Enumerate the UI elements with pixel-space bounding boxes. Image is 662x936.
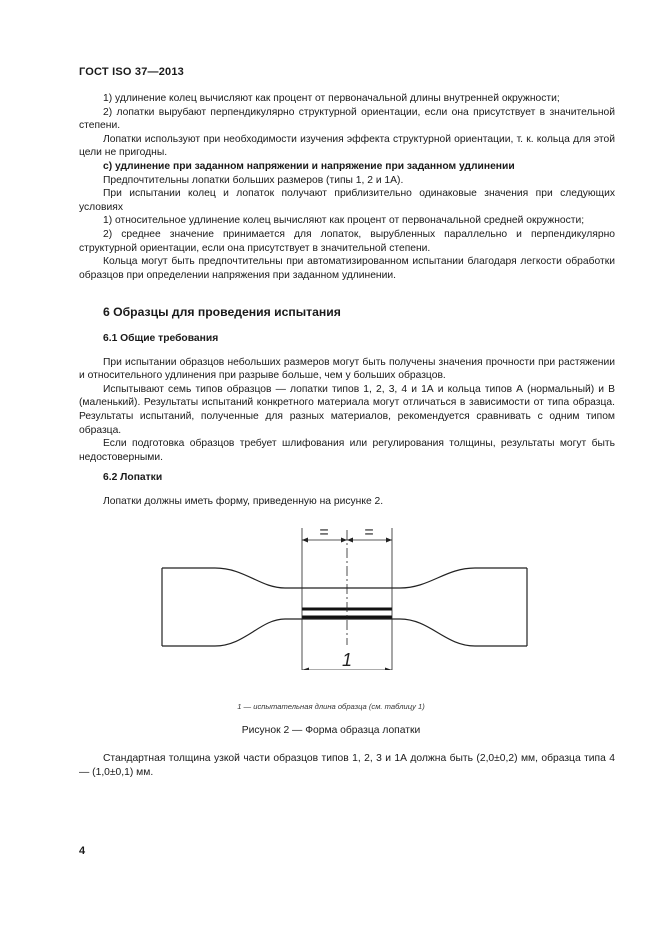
- paragraph: Стандартная толщина узкой части образцов типов 1, 2, 3 и 1А должна быть (2,0±0,2) мм, образца типа 4 — (1,0±0,1) мм.: [79, 753, 615, 778]
- paragraph: Лопатки должны иметь форму, приведенную на рисунке 2.: [103, 495, 384, 507]
- paragraph: Предпочтительны лопатки больших размеров (типы 1, 2 и 1А).: [103, 174, 404, 186]
- paragraph: 2) среднее значение принимается для лопаток, вырубленных параллельно и перпендикулярно структурной ориентации, если она присутствует в значительной степени.: [79, 228, 615, 254]
- paragraph: Если подготовка образцов требует шлифования или регулирования толщины, результаты могут быть недостоверными.: [79, 438, 615, 463]
- gauge-length-label: 1: [341, 650, 353, 670]
- paragraph: При испытании образцов небольших размеров могут быть получены значения прочности при растяжении и относительного удлинения при разрыве больше, чем у больших образцов.: [79, 356, 615, 382]
- section-6-body: [79, 332, 615, 509]
- paragraph: 2) лопатки вырубают перпендикулярно структурной ориентации, если она присутствует в значительной степени.: [79, 106, 615, 132]
- intro-text: [79, 92, 615, 282]
- dumbbell-specimen-figure: [150, 520, 540, 670]
- specimen-outline-bottom: [162, 619, 527, 646]
- figure-key: 1 — испытательная длина образца (см. таблицу 1): [237, 702, 425, 711]
- section-6-1-heading: 6.1 Общие требования: [103, 333, 219, 344]
- paragraph: 1) удлинение колец вычисляют как процент от первоначальной длины внутренней окружности;: [103, 93, 560, 104]
- section-6-2-heading: 6.2 Лопатки: [103, 472, 163, 484]
- figure-caption: Рисунок 2 — Форма образца лопатки: [241, 725, 421, 736]
- specimen-outline-top: [162, 568, 527, 588]
- equal-mark-left: =: [319, 524, 329, 541]
- paragraph: 1) относительное удлинение колец вычисляют как процент от первоначальной средней окружности;: [103, 215, 585, 227]
- equal-mark-right: =: [364, 524, 374, 541]
- section-6-heading: 6 Образцы для проведения испытания: [103, 305, 341, 319]
- document-header: ГОСТ ISO 37—2013: [79, 66, 185, 78]
- paragraph: Кольца могут быть предпочтительны при автоматизированном испытании благодаря легкости обработки образцов при определении напряжения при заданном удлинении.: [79, 256, 615, 281]
- paragraph: При испытании колец и лопаток получают приблизительно одинаковые значения при следующих условиях: [79, 188, 615, 213]
- subheading-c: c) удлинение при заданном напряжении и напряжение при заданном удлинении: [103, 160, 515, 172]
- paragraph: Испытывают семь типов образцов — лопатки типов 1, 2, 3, 4 и 1А и кольца типов А (нормальный) и В (маленький). Результаты испытаний конкретного материала могут отличаться в зависимости от типа образца. Результаты испытаний, полученные для разных материалов, рекомендуется сравнивать с одним типом образца.: [79, 383, 615, 436]
- page-number: 4: [79, 845, 86, 857]
- post-figure-text: [79, 752, 615, 780]
- paragraph: Лопатки используют при необходимости изучения эффекта структурной ориентации, т. к. кольца для этой цели не пригодны.: [79, 133, 615, 159]
